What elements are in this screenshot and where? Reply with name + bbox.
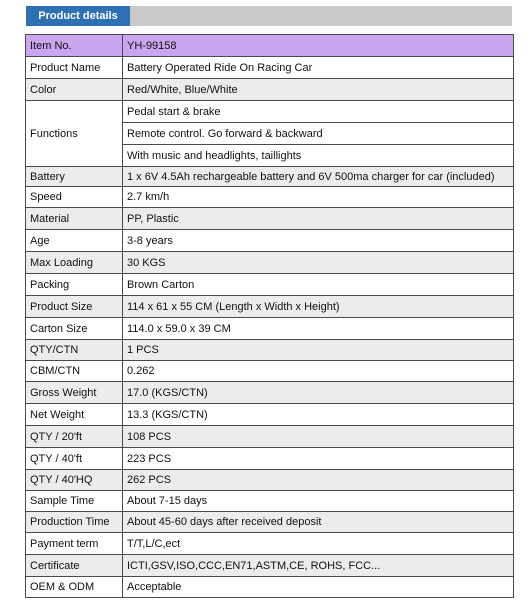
table-row <box>26 577 514 598</box>
spec-value: Brown Carton <box>123 274 514 296</box>
spec-value: About 45-60 days after received deposit <box>123 512 514 533</box>
spec-key: Battery <box>26 167 123 187</box>
spec-value: 1 PCS <box>123 340 514 361</box>
spec-key: Product Name <box>26 57 123 79</box>
table-row <box>26 252 514 274</box>
spec-value: 0.262 <box>123 361 514 382</box>
spec-key: Item No. <box>26 35 123 57</box>
spec-key: Payment term <box>26 533 123 555</box>
spec-value: 17.0 (KGS/CTN) <box>123 382 514 404</box>
spec-key: QTY/CTN <box>26 340 123 361</box>
spec-key: Product Size <box>26 296 123 318</box>
spec-key: Speed <box>26 187 123 208</box>
section-header-bar <box>26 6 512 26</box>
spec-value: Remote control. Go forward & backward <box>123 123 514 145</box>
table-row <box>26 187 514 208</box>
table-row <box>26 79 514 101</box>
spec-value: 114.0 x 59.0 x 39 CM <box>123 318 514 340</box>
spec-key: Max Loading <box>26 252 123 274</box>
spec-value: 30 KGS <box>123 252 514 274</box>
product-spec-table <box>25 34 514 598</box>
spec-key: Functions <box>26 101 123 167</box>
spec-key: QTY / 40'ft <box>26 448 123 470</box>
spec-value: Battery Operated Ride On Racing Car <box>123 57 514 79</box>
table-row <box>26 470 514 491</box>
table-row <box>26 361 514 382</box>
spec-value: 1 x 6V 4.5Ah rechargeable battery and 6V 500ma charger for car (included) <box>123 167 514 187</box>
spec-key: Age <box>26 230 123 252</box>
spec-value: With music and headlights, taillights <box>123 145 514 167</box>
spec-key: QTY / 20'ft <box>26 426 123 448</box>
table-row <box>26 491 514 512</box>
spec-key: Net Weight <box>26 404 123 426</box>
table-row <box>26 448 514 470</box>
spec-key: Material <box>26 208 123 230</box>
table-row <box>26 555 514 577</box>
table-row <box>26 230 514 252</box>
table-row <box>26 533 514 555</box>
spec-value: Pedal start & brake <box>123 101 514 123</box>
spec-value: 108 PCS <box>123 426 514 448</box>
spec-value: ICTI,GSV,ISO,CCC,EN71,ASTM,CE, ROHS, FCC... <box>123 555 514 577</box>
spec-key: QTY / 40'HQ <box>26 470 123 491</box>
table-row <box>26 426 514 448</box>
spec-value: 114 x 61 x 55 CM (Length x Width x Height) <box>123 296 514 318</box>
table-row <box>26 340 514 361</box>
spec-value: Red/White, Blue/White <box>123 79 514 101</box>
spec-key: Packing <box>26 274 123 296</box>
spec-key: Color <box>26 79 123 101</box>
spec-value: 223 PCS <box>123 448 514 470</box>
spec-value: T/T,L/C,ect <box>123 533 514 555</box>
spec-key: CBM/CTN <box>26 361 123 382</box>
spec-key: Production Time <box>26 512 123 533</box>
spec-value: Acceptable <box>123 577 514 598</box>
table-row <box>26 296 514 318</box>
spec-value: PP, Plastic <box>123 208 514 230</box>
spec-key: Gross Weight <box>26 382 123 404</box>
table-row <box>26 101 514 123</box>
table-row <box>26 57 514 79</box>
spec-value: 2.7 km/h <box>123 187 514 208</box>
spec-value: 3-8 years <box>123 230 514 252</box>
spec-value: YH-99158 <box>123 35 514 57</box>
table-row <box>26 274 514 296</box>
spec-key: Sample Time <box>26 491 123 512</box>
spec-key: Carton Size <box>26 318 123 340</box>
table-row <box>26 208 514 230</box>
spec-value: 13.3 (KGS/CTN) <box>123 404 514 426</box>
table-row <box>26 512 514 533</box>
table-row <box>26 404 514 426</box>
product-details-tab[interactable]: Product details <box>26 6 130 26</box>
spec-value: About 7-15 days <box>123 491 514 512</box>
table-row <box>26 167 514 187</box>
table-row <box>26 382 514 404</box>
spec-key: Certificate <box>26 555 123 577</box>
spec-key: OEM & ODM <box>26 577 123 598</box>
spec-value: 262 PCS <box>123 470 514 491</box>
table-row <box>26 35 514 57</box>
table-row <box>26 318 514 340</box>
